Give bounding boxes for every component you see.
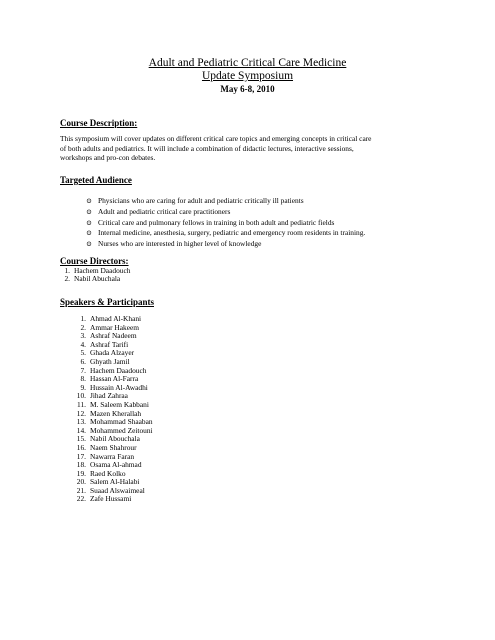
- list-number: 20.: [76, 477, 86, 487]
- audience-item-text: Critical care and pulmonary fellows in training in both adult and pediatric fields: [98, 217, 335, 227]
- list-item: [86, 196, 365, 207]
- audience-item-text: Internal medicine, anesthesia, surgery, pediatric and emergency room residents in training.: [98, 228, 366, 238]
- list-number: 2.: [80, 322, 86, 332]
- course-description-line: workshops and pro-con debates.: [60, 153, 156, 163]
- circled-dot-bullet-icon: ⊙: [86, 240, 92, 249]
- speaker-name: Hussain Al-Awadhi: [90, 382, 148, 392]
- list-number: 14.: [76, 425, 86, 435]
- speaker-name: Ammar Hakeem: [90, 322, 140, 332]
- list-number: 17.: [76, 451, 86, 461]
- speaker-name: Mohammed Zeitouni: [90, 425, 153, 435]
- course-directors-heading: Course Directors:: [60, 256, 129, 266]
- list-number: 10.: [76, 391, 86, 401]
- circled-dot-bullet-icon: ⊙: [86, 218, 92, 227]
- list-number: 18.: [76, 460, 86, 470]
- course-description-text: [60, 134, 445, 163]
- speaker-name: Naem Shahrour: [90, 442, 137, 452]
- speaker-name: Nabil Abouchala: [90, 434, 140, 444]
- list-number: 6.: [80, 356, 86, 366]
- list-item: [76, 495, 153, 504]
- targeted-audience-list: [86, 196, 365, 250]
- list-item: [60, 275, 130, 283]
- speaker-name: Ghyath Jamil: [90, 356, 130, 366]
- speakers-list: [76, 315, 153, 504]
- title-block: [0, 57, 495, 95]
- list-number: 1.: [80, 314, 86, 323]
- list-number: 2.: [64, 274, 70, 284]
- list-number: 9.: [80, 382, 86, 392]
- director-name: Hachem Daadouch: [74, 266, 131, 275]
- speaker-name: Mohammad Shaaban: [90, 417, 153, 427]
- speaker-name: Nawarra Faran: [90, 451, 135, 461]
- speaker-name: Suaad Alswaimeal: [90, 485, 145, 495]
- list-number: 11.: [77, 399, 86, 409]
- speaker-name: Hachem Daadouch: [90, 365, 147, 375]
- speaker-name: Ahmad Al-Khani: [90, 314, 142, 323]
- list-number: 22.: [76, 494, 86, 504]
- course-description-line: of both adults and pediatrics. It will include a combination of didactic lectures, interactive sessions,: [60, 143, 354, 153]
- director-name: Nabil Abuchala: [74, 274, 121, 284]
- event-date: May 6-8, 2010: [220, 84, 275, 94]
- targeted-audience-heading: Targeted Audience: [60, 175, 132, 185]
- speaker-name: Zafe Hussami: [90, 494, 132, 504]
- speaker-name: Jihad Zahraa: [90, 391, 128, 401]
- document-subtitle: Update Symposium: [201, 70, 294, 82]
- list-number: 19.: [76, 468, 86, 478]
- list-item: [86, 207, 365, 218]
- audience-item-text: Adult and pediatric critical care practitioners: [98, 206, 231, 216]
- audience-item-text: Nurses who are interested in higher level of knowledge: [98, 239, 262, 249]
- list-number: 15.: [76, 434, 86, 444]
- circled-dot-bullet-icon: ⊙: [86, 207, 92, 216]
- document-title: Adult and Pediatric Critical Care Medicine: [148, 57, 347, 69]
- list-number: 7.: [80, 365, 86, 375]
- speaker-name: Ashraf Nadeem: [90, 331, 137, 341]
- list-number: 3.: [80, 331, 86, 341]
- speaker-name: Ashraf Tarifi: [90, 339, 129, 349]
- list-number: 4.: [80, 339, 86, 349]
- speaker-name: Hassan Al-Farra: [90, 374, 139, 384]
- course-description-line: This symposium will cover updates on different critical care topics and emerging concepts in critical care: [60, 134, 372, 143]
- audience-item-text: Physicians who are caring for adult and pediatric critically ill patients: [98, 196, 304, 205]
- list-number: 8.: [80, 374, 86, 384]
- list-number: 16.: [76, 442, 86, 452]
- list-item: [86, 228, 365, 239]
- list-number: 21.: [76, 485, 86, 495]
- speaker-name: Salem Al-Halabi: [90, 477, 140, 487]
- speakers-heading: Speakers & Participants: [60, 297, 154, 307]
- speaker-name: M. Saleem Kabbani: [90, 399, 149, 409]
- circled-dot-bullet-icon: ⊙: [86, 197, 92, 205]
- circled-dot-bullet-icon: ⊙: [86, 229, 92, 238]
- list-number: 1.: [64, 266, 70, 275]
- speaker-name: Ghada Alzayer: [90, 348, 135, 358]
- speaker-name: Mazen Kherallah: [90, 408, 142, 418]
- list-number: 13.: [76, 417, 86, 427]
- list-item: [86, 239, 365, 250]
- list-number: 12.: [76, 408, 86, 418]
- speaker-name: Osama Al-ahmad: [90, 460, 142, 470]
- course-directors-list: [60, 267, 130, 284]
- course-description-heading: Course Description:: [60, 118, 138, 128]
- list-number: 5.: [80, 348, 86, 358]
- list-item: [86, 218, 365, 229]
- speaker-name: Raed Kolko: [90, 468, 126, 478]
